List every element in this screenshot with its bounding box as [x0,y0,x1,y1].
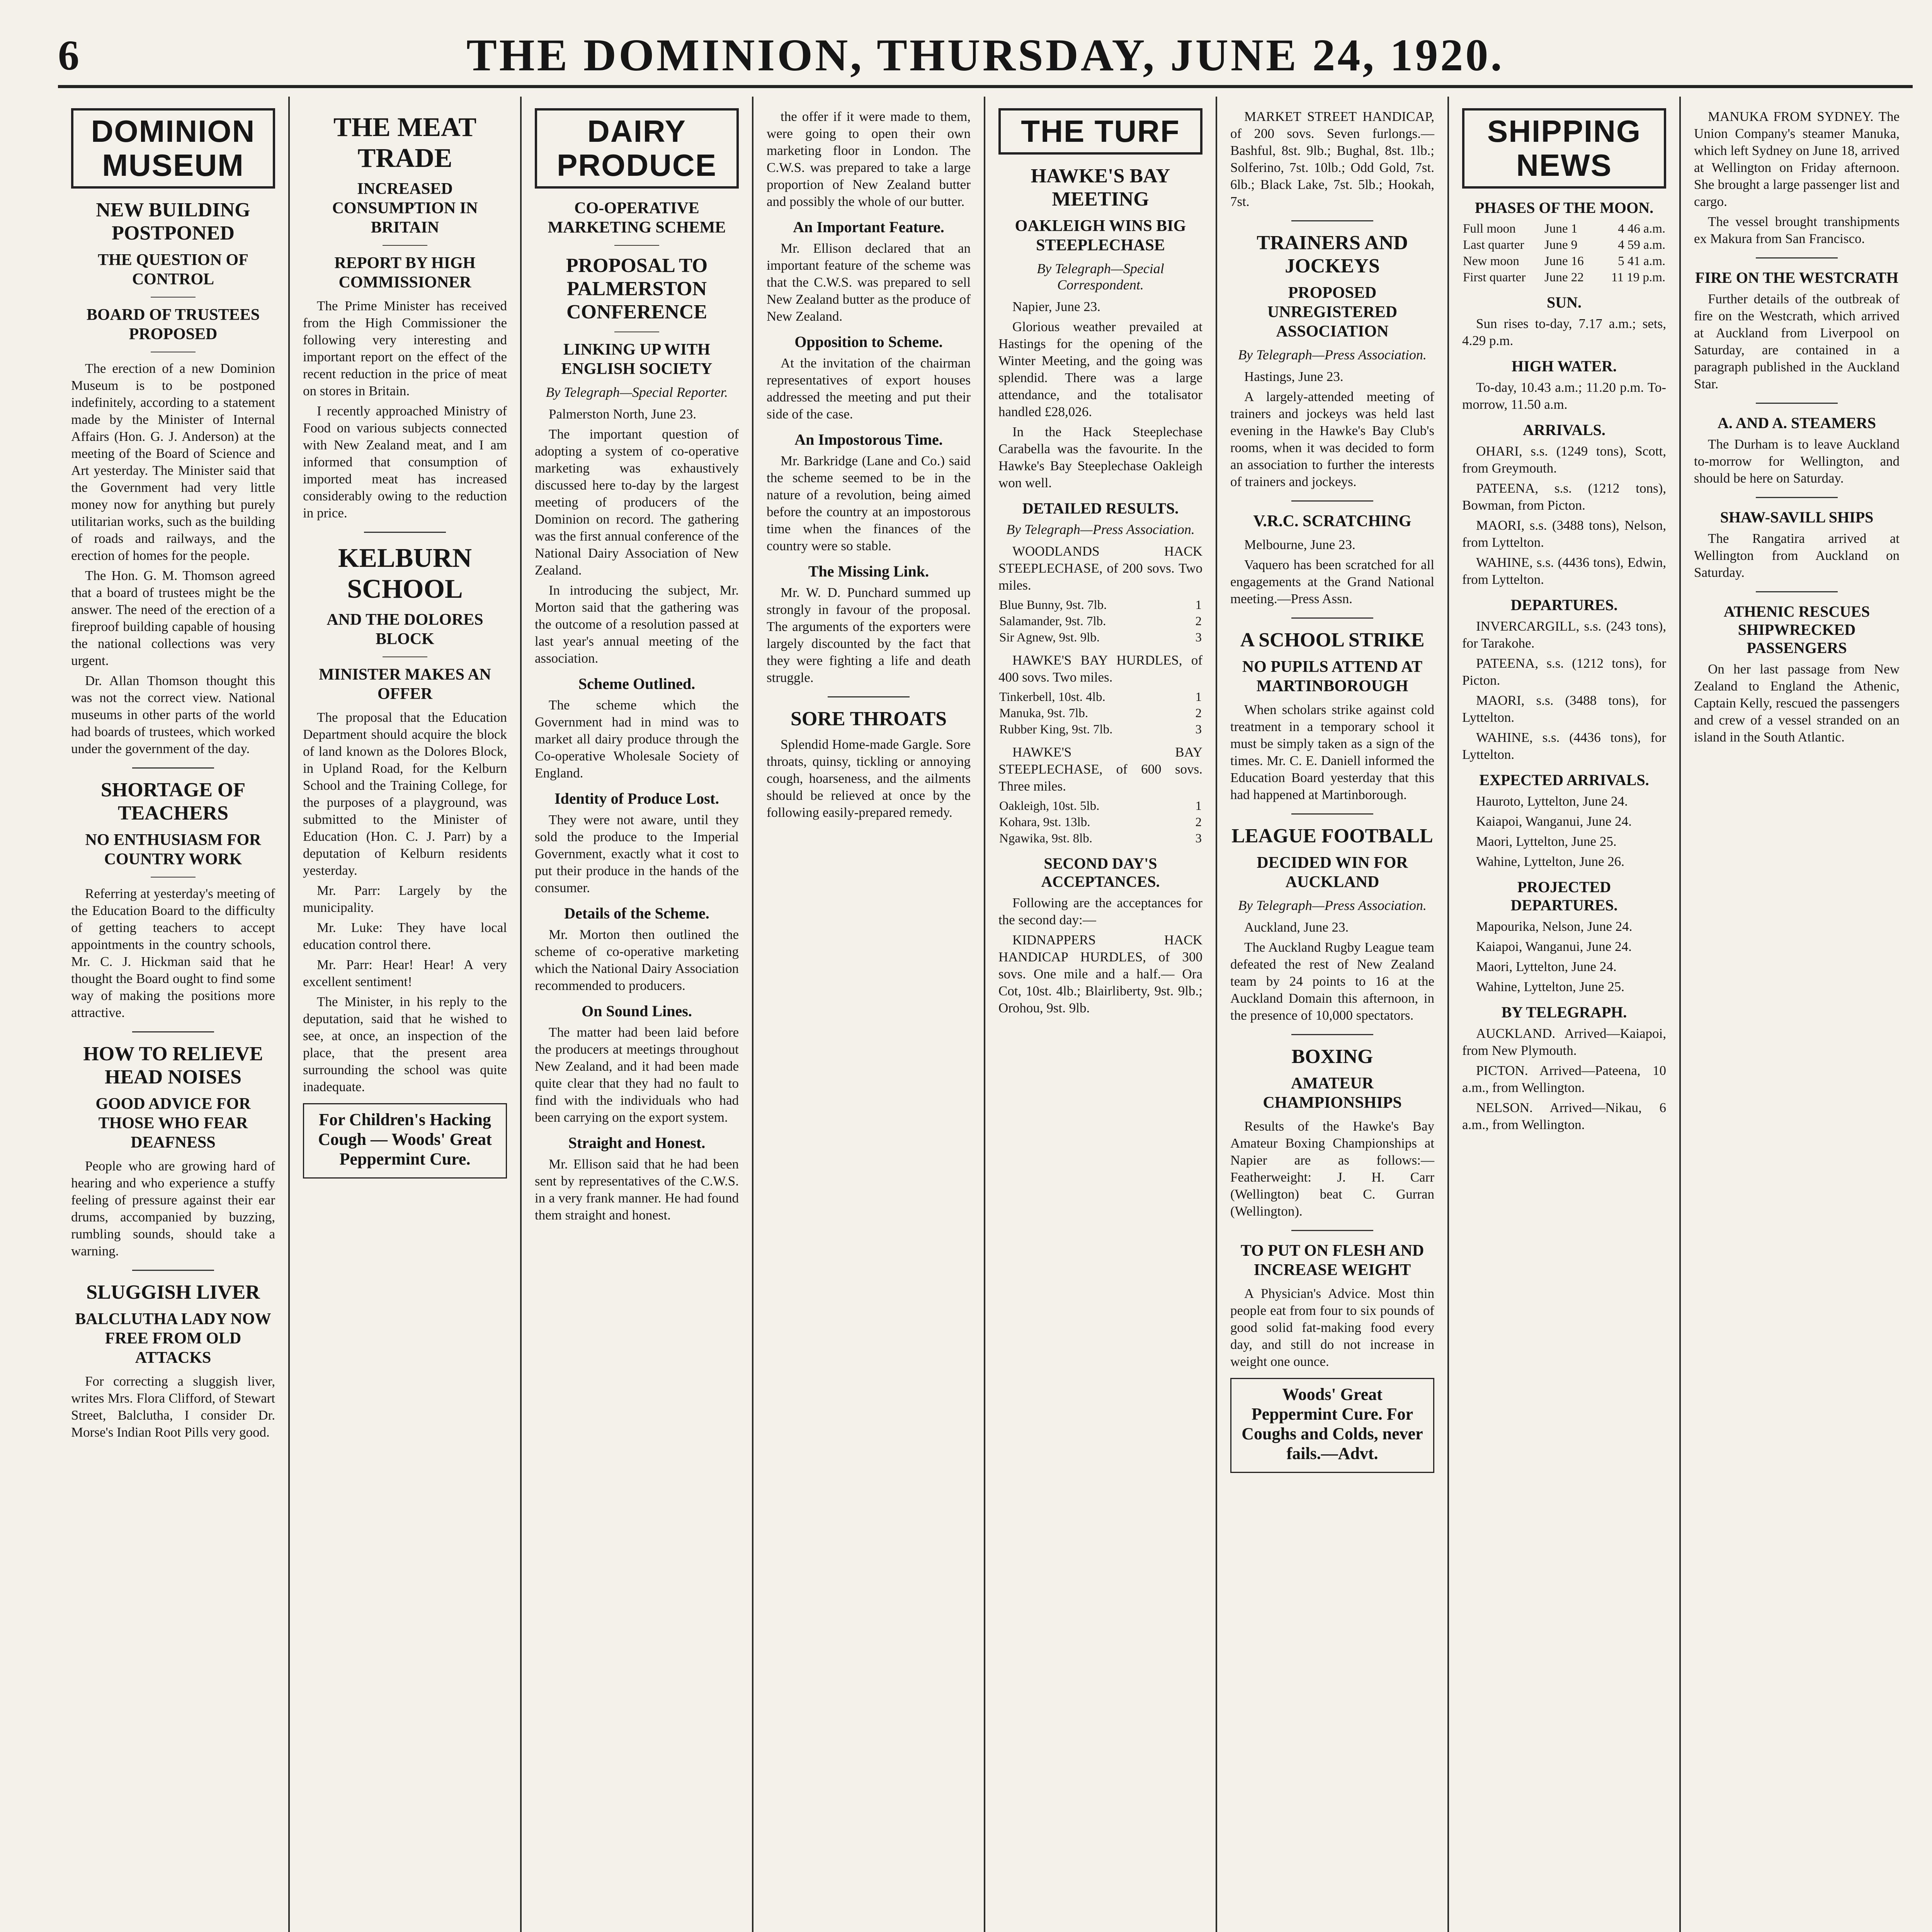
divider [1291,500,1373,502]
crosshead: SUN. [1546,294,1582,311]
list-item: PATEENA, s.s. (1212 tons), Bowman, from Picton. [1462,481,1666,513]
article-paragraph: I recently approached Ministry of Food on various subjects connected with New Zealand meat, and I am informed that consumption of imported meat has increased considerably owing to the reduction in price. [303,403,507,520]
byline: By Telegraph—Special Correspondent. [1037,261,1164,293]
article-paragraph: Vaquero has been scratched for all engagements at the Grand National meeting.—Press Assn. [1230,557,1434,606]
headline: HAWKE'S BAY MEETING [1031,165,1170,210]
table-row: Rubber King, 9st. 7lb. 3 [999,723,1202,736]
article-paragraph: The scheme which the Government had in mind was to market all dairy produce through the Co-operative Wholesale Society of England. [535,697,739,781]
divider [1756,497,1838,498]
headline: BOXING [1291,1046,1373,1068]
paper-title-line: THE DOMINION, THURSDAY, JUNE 24, 1920. [466,30,1504,80]
divider [132,1031,214,1032]
article-paragraph: Glorious weather prevailed at Hastings for the opening of the Winter Meeting, and the going was splendid. There was a large attendance, and the totalisator handled £28,026. [998,319,1202,419]
article-paragraph: On her last passage from New Zealand to England the Athenic, Captain Kelly, rescued the passengers and crew of a vessel stranded on an island in the South Atlantic. [1694,662,1900,745]
crosshead: Scheme Outlined. [578,675,696,692]
dateline: Hastings, June 23. [1244,369,1344,384]
article-paragraph: The Minister, in his reply to the deputation, said that he wished to see, at once, an inspection of the place, that the present area surrounding the school was quite inadequate. [303,994,507,1094]
divider [1291,220,1373,221]
article-paragraph: Mr. Ellison said that he had been sent by representatives of the C.W.S. in a very frank manner. He had found them straight and honest. [535,1156,739,1223]
subheadline: REPORT BY HIGH COMMISSIONER [334,254,476,291]
section-heading-museum: DOMINION MUSEUM [71,108,275,189]
headline: SORE THROATS [790,708,947,730]
article-paragraph: The Rangatira arrived at Wellington from Auckland on Saturday. [1694,531,1900,580]
sun-times: Sun rises to-day, 7.17 a.m.; sets, 4.29 p.m. [1462,316,1666,348]
crosshead: SHAW-SAVILL SHIPS [1720,509,1874,526]
article-paragraph: MARKET STREET HANDICAP, of 200 sovs. Seven furlongs.— Bashful, 8st. 9lb.; Bughal, 8st. 1lb.; Solferino, 7st. 10lb.; Odd Gold, 7st. 6lb.; Black Lake, 7st. 5lb.; Hookah, 7st. [1230,109,1434,209]
article-paragraph: In introducing the subject, Mr. Morton said that the gathering was the outcome of a resolution passed at last year's annual meeting of the association. [535,583,739,666]
column-5 [985,97,1217,1932]
divider [1756,257,1838,259]
article-paragraph: The proposal that the Education Department should acquire the block of land known as the Dolores Block, in Upland Road, for the Kelburn School and the Training College, for the purposes of a playground, was submitted to the Minister of Education (Hon. C. J. Parr) by a deputation of Kelburn residents yesterday. [303,710,507,878]
byline: By Telegraph—Special Reporter. [546,384,728,400]
advertisement-text: For Children's Hacking Cough — Woods' Great Peppermint Cure. [318,1110,492,1168]
headline: HOW TO RELIEVE HEAD NOISES [83,1043,263,1088]
subheadline: LINKING UP WITH ENGLISH SOCIETY [561,341,713,378]
article-paragraph: Mr. Ellison declared that an important feature of the scheme was that the C.W.S. was prepared to sell New Zealand butter as the produce of New Zealand. [767,241,971,324]
subheadline: GOOD ADVICE FOR THOSE WHO FEAR DEAFNESS [95,1095,251,1151]
article-paragraph: The erection of a new Dominion Museum is to be postponed indefinitely, according to a statement made by the Minister of Internal Affairs (Hon. G. J. Anderson) at the meeting of the Board of Science and Art yesterday. The Minister said that the Government had very little money now for anything but purely utilitarian works, such as the building of roads and railways, and the erection of homes for the people. [71,361,275,563]
crosshead: DEPARTURES. [1510,596,1618,614]
headline: A SCHOOL STRIKE [1240,629,1425,651]
article-paragraph: At the invitation of the chairman representatives of export houses addressed the meeting and put their side of the case. [767,355,971,422]
crosshead: An Impostorous Time. [794,431,943,448]
subheadline: NO PUPILS ATTEND AT MARTINBOROUGH [1242,658,1423,695]
article-paragraph: A Physician's Advice. Most thin people eat from four to six pounds of good solid fat-making food every day, and still do not increase in weight one ounce. [1230,1286,1434,1369]
article-paragraph: the offer if it were made to them, were going to open their own marketing floor in London. The C.W.S. was prepared to take a large proportion of New Zealand butter and possibly the whole of our butter. [767,109,971,209]
dateline: Napier, June 23. [1012,299,1100,314]
list-item: OHARI, s.s. (1249 tons), Scott, from Greymouth. [1462,444,1666,476]
crosshead: BY TELEGRAPH. [1501,1003,1627,1021]
list-item: NELSON. Arrived—Nikau, 6 a.m., from Wellington. [1462,1100,1666,1132]
article-paragraph: The important question of adopting a system of co-operative marketing was exhaustively discussed here to-day by the largest meeting of producers of the Dominion on record. The gathering was the first annual conference of the National Dairy Association of New Zealand. [535,427,739,578]
column-2 [290,97,522,1932]
table-row: New moon June 16 5 41 a.m. [1463,254,1665,268]
list-item: Hauroto, Lyttelton, June 24. [1476,794,1628,809]
article-paragraph: They were not aware, until they sold the produce to the Imperial Government, exactly what it cost to put their produce in the hands of the consumer. [535,812,739,895]
crosshead: PROJECTED DEPARTURES. [1510,878,1618,914]
article-paragraph: For correcting a sluggish liver, writes Mrs. Flora Clifford, of Stewart Street, Balclutha, I consider Dr. Morse's Indian Root Pills very good. [71,1374,275,1440]
section-heading-shipping: SHIPPING NEWS [1462,108,1666,189]
crosshead: On Sound Lines. [582,1002,692,1020]
divider [1756,591,1838,592]
divider [383,656,427,657]
list-item: INVERCARGILL, s.s. (243 tons), for Tarakohe. [1462,619,1666,651]
crosshead: A. AND A. STEAMERS [1717,414,1876,432]
dateline: Auckland, June 23. [1244,920,1349,935]
list-item: Mapourika, Nelson, June 24. [1476,919,1633,934]
byline: By Telegraph—Press Association. [1006,522,1195,537]
list-item: Kaiapoi, Wanganui, June 24. [1476,939,1632,954]
subheadline: AMATEUR CHAMPIONSHIPS [1263,1075,1402,1112]
table-row: Manuka, 9st. 7lb. 2 [999,706,1202,720]
headline: KELBURN SCHOOL [338,543,472,604]
subheadline: TO PUT ON FLESH AND INCREASE WEIGHT [1240,1242,1424,1279]
subheadline: V.R.C. SCRATCHING [1253,512,1412,530]
headline: LEAGUE FOOTBALL [1231,825,1433,847]
headline: THE MEAT TRADE [333,112,477,173]
list-item: MAORI, s.s. (3488 tons), Nelson, from Lyttelton. [1462,518,1666,550]
article-paragraph: Mr. Luke: They have local education control there. [303,920,507,952]
headline: NEW BUILDING POSTPONED [96,199,250,244]
subheadline: PROPOSED UNREGISTERED ASSOCIATION [1267,284,1398,340]
crosshead: SECOND DAY'S ACCEPTANCES. [1041,855,1160,890]
advertisement [303,1103,507,1179]
crosshead: Details of the Scheme. [564,905,709,922]
list-item: Kaiapoi, Wanganui, June 24. [1476,814,1632,829]
section-heading-dairy: DAIRY PRODUCE [535,108,739,189]
article-paragraph: In the Hack Steeplechase Carabella was the favourite. In the Hawke's Bay Steeplechase Oakleigh won well. [998,424,1202,490]
advertisement-text: Woods' Great Peppermint Cure. For Coughs and Colds, never fails.—Advt. [1242,1385,1423,1463]
subheadline: NO ENTHUSIASM FOR COUNTRY WORK [85,831,261,868]
subheadline: BOARD OF TRUSTEES PROPOSED [86,306,260,343]
byline: By Telegraph—Press Association. [1238,898,1427,913]
subheadline: BALCLUTHA LADY NOW FREE FROM OLD ATTACKS [75,1310,271,1367]
article-paragraph: Referring at yesterday's meeting of the Education Board to the difficulty of getting teachers to accept appointments in the country schools, Mr. C. J. Hickman said that he thought the Board ought to find some way of making the positions more attractive. [71,886,275,1020]
article-paragraph: People who are growing hard of hearing and who experience a stuffy feeling of pressure against their ear drums, accompanied by buzzing, rumbling sounds, should take a warning. [71,1158,275,1259]
column-1 [58,97,290,1932]
crosshead: Identity of Produce Lost. [554,790,719,807]
moon-phases-table [1462,221,1666,286]
subheadline: DECIDED WIN FOR AUCKLAND [1257,854,1408,891]
column-4 [753,97,985,1932]
article-paragraph: Mr. W. D. Punchard summed up strongly in favour of the proposal. The arguments of the exporters were largely discounted by the fact that they were fighting a life and death struggle. [767,585,971,685]
subheadline: OAKLEIGH WINS BIG STEEPLECHASE [1015,217,1186,254]
column-8 [1681,97,1913,1932]
divider [151,877,196,878]
headline: SHORTAGE OF TEACHERS [100,779,246,824]
list-item: AUCKLAND. Arrived—Kaiapoi, from New Plymouth. [1462,1026,1666,1058]
table-row: Blue Bunny, 9st. 7lb. 1 [999,598,1202,612]
byline: By Telegraph—Press Association. [1238,347,1427,362]
divider [614,245,659,246]
tide-times: To-day, 10.43 a.m.; 11.20 p.m. To-morrow, 11.50 a.m. [1462,380,1666,412]
advertisement [1230,1378,1434,1473]
crosshead: An Important Feature. [793,218,944,236]
divider [1756,403,1838,404]
article-paragraph: Mr. Barkridge (Lane and Co.) said the scheme seemed to be in the nature of a revolution, being aimed before the country at an impostorous time when the finances of the country were so stable. [767,453,971,553]
results-table [998,798,1202,847]
article-paragraph: Mr. Parr: Hear! Hear! A very excellent sentiment! [303,957,507,989]
divider [132,767,214,769]
section-heading-turf: THE TURF [998,108,1202,155]
divider [1291,1034,1373,1035]
divider [151,297,196,298]
article-paragraph: Splendid Home-made Gargle. Sore throats, quinsy, tickling or annoying cough, hoarseness, and the ailments should be relieved at once by the following easily-prepared remedy. [767,737,971,820]
newspaper-page [58,97,1913,1932]
crosshead: EXPECTED ARRIVALS. [1479,771,1649,789]
subheadline: AND THE DOLORES BLOCK [327,611,483,648]
subheadline: CO-OPERATIVE MARKETING SCHEME [548,199,726,236]
crosshead: ATHENIC RESCUES SHIPWRECKED PASSENGERS [1723,603,1870,656]
table-row: Full moon June 1 4 46 a.m. [1463,222,1665,236]
column-6 [1217,97,1449,1932]
list-item: WAHINE, s.s. (4436 tons), Edwin, from Lyttelton. [1462,555,1666,587]
table-row: Salamander, 9st. 7lb. 2 [999,614,1202,628]
list-item: WAHINE, s.s. (4436 tons), for Lyttelton. [1462,730,1666,762]
article-paragraph: The Durham is to leave Auckland to-morrow for Wellington, and should be here on Saturday. [1694,437,1900,486]
list-item: Wahine, Lyttelton, June 26. [1476,854,1625,869]
race-title: WOODLANDS HACK STEEPLECHASE, of 200 sovs. Two miles. [998,544,1202,593]
article-paragraph: When scholars strike against cold treatment in a temporary school it must be simply taken as a sign of the times. Mr. C. E. Daniell informed the Education Board yesterday that this had happened at Martinborough. [1230,702,1434,802]
divider [1291,617,1373,619]
results-table [998,689,1202,738]
article-paragraph: Results of the Hawke's Bay Amateur Boxing Championships at Napier are as follows:—Featherweight: J. H. Carr (Wellington) beat C. Gurran (Wellington). [1230,1119,1434,1219]
article-paragraph: Mr. Morton then outlined the scheme of co-operative marketing which the National Dairy Association recommended to producers. [535,927,739,993]
divider [828,696,909,697]
race-title: HAWKE'S BAY STEEPLECHASE, of 600 sovs. Three miles. [998,745,1202,794]
article-paragraph: MANUKA FROM SYDNEY. The Union Company's steamer Manuka, which left Sydney on June 18, arrived at Wellington on Friday afternoon. She brought a large passenger list and cargo. [1694,109,1900,209]
subheadline: THE QUESTION OF CONTROL [98,251,248,288]
article-paragraph: The vessel brought transhipments ex Makura from San Francisco. [1694,214,1900,246]
article-paragraph: Following are the acceptances for the second day:— [998,895,1202,927]
crosshead: The Missing Link. [808,563,929,580]
crosshead: ARRIVALS. [1523,421,1605,439]
article-paragraph: The Hon. G. M. Thomson agreed that a board of trustees might be the answer. The need of the erection of a fireproof building capable of housing the national collections was very urgent. [71,568,275,668]
table-row: Last quarter June 9 4 59 a.m. [1463,238,1665,252]
article-paragraph: Further details of the outbreak of fire on the Westcrath, which arrived at Auckland from Liverpool on Saturday, are contained in a paragraph published in the Auckland Star. [1694,291,1900,391]
page-number: 6 [58,32,79,79]
table-row: Kohara, 9st. 13lb. 2 [999,815,1202,829]
crosshead: HIGH WATER. [1512,357,1617,375]
article-paragraph: The Prime Minister has received from the High Commissioner the following very interesting and important report on the effect of the recent reduction in the price of meat on stores in Britain. [303,298,507,398]
divider [364,532,446,533]
crosshead: PHASES OF THE MOON. [1475,199,1654,216]
crosshead: DETAILED RESULTS. [1022,500,1179,517]
divider [1291,1230,1373,1231]
race-title: HAWKE'S BAY HURDLES, of 400 sovs. Two miles. [998,653,1202,685]
article-paragraph: The Auckland Rugby League team defeated the rest of New Zealand team by 24 points to 16 at the Auckland Domain this afternoon, in the presence of 10,000 spectators. [1230,940,1434,1023]
table-row: Oakleigh, 10st. 5lb. 1 [999,799,1202,813]
results-table [998,597,1202,646]
article-paragraph: A largely-attended meeting of trainers and jockeys was held last evening in the Hawke's Bay Club's rooms, when it was decided to form an association to further the interests of trainers and jockeys. [1230,389,1434,489]
crosshead: FIRE ON THE WESTCRATH [1695,269,1898,286]
article-paragraph: Mr. Parr: Largely by the municipality. [303,883,507,915]
crosshead: Straight and Honest. [568,1134,706,1151]
column-7 [1449,97,1681,1932]
table-row: Ngawika, 9st. 8lb. 3 [999,832,1202,845]
column-3 [522,97,753,1932]
dateline: Melbourne, June 23. [1244,537,1355,552]
list-item: Maori, Lyttelton, June 24. [1476,959,1617,974]
list-item: Wahine, Lyttelton, June 25. [1476,979,1625,994]
subheadline: INCREASED CONSUMPTION IN BRITAIN [332,180,478,236]
table-row: First quarter June 22 11 19 p.m. [1463,270,1665,284]
dateline: Palmerston North, June 23. [549,406,697,422]
divider [1291,813,1373,815]
divider [383,245,427,246]
headline: SLUGGISH LIVER [86,1281,260,1303]
divider [132,1270,214,1271]
article-paragraph: Dr. Allan Thomson thought this was not the correct view. National museums in other parts of the world had boards of trustees, which worked under the government of the day. [71,673,275,756]
list-item: Maori, Lyttelton, June 25. [1476,834,1617,849]
headline: TRAINERS AND JOCKEYS [1257,232,1408,277]
table-row: Sir Agnew, 9st. 9lb. 3 [999,631,1202,645]
list-item: PATEENA, s.s. (1212 tons), for Picton. [1462,656,1666,688]
article-paragraph: KIDNAPPERS HACK HANDICAP HURDLES, of 300 sovs. One mile and a half.— Ora Cot, 10st. 4lb.; Blairliberty, 9st. 9lb.; Orohou, 9st. 9lb. [998,932,1202,1015]
masthead [58,27,1913,88]
article-paragraph: The matter had been laid before the producers at meetings throughout New Zealand, and it had been made quite clear that they had no fault to find with the individuals who had been carrying on the export system. [535,1025,739,1125]
list-item: PICTON. Arrived—Pateena, 10 a.m., from Wellington. [1462,1063,1666,1095]
list-item: MAORI, s.s. (3488 tons), for Lyttelton. [1462,693,1666,725]
table-row: Tinkerbell, 10st. 4lb. 1 [999,690,1202,704]
subheadline: MINISTER MAKES AN OFFER [319,666,491,703]
crosshead: Opposition to Scheme. [794,333,943,350]
headline: PROPOSAL TO PALMERSTON CONFERENCE [566,255,708,323]
